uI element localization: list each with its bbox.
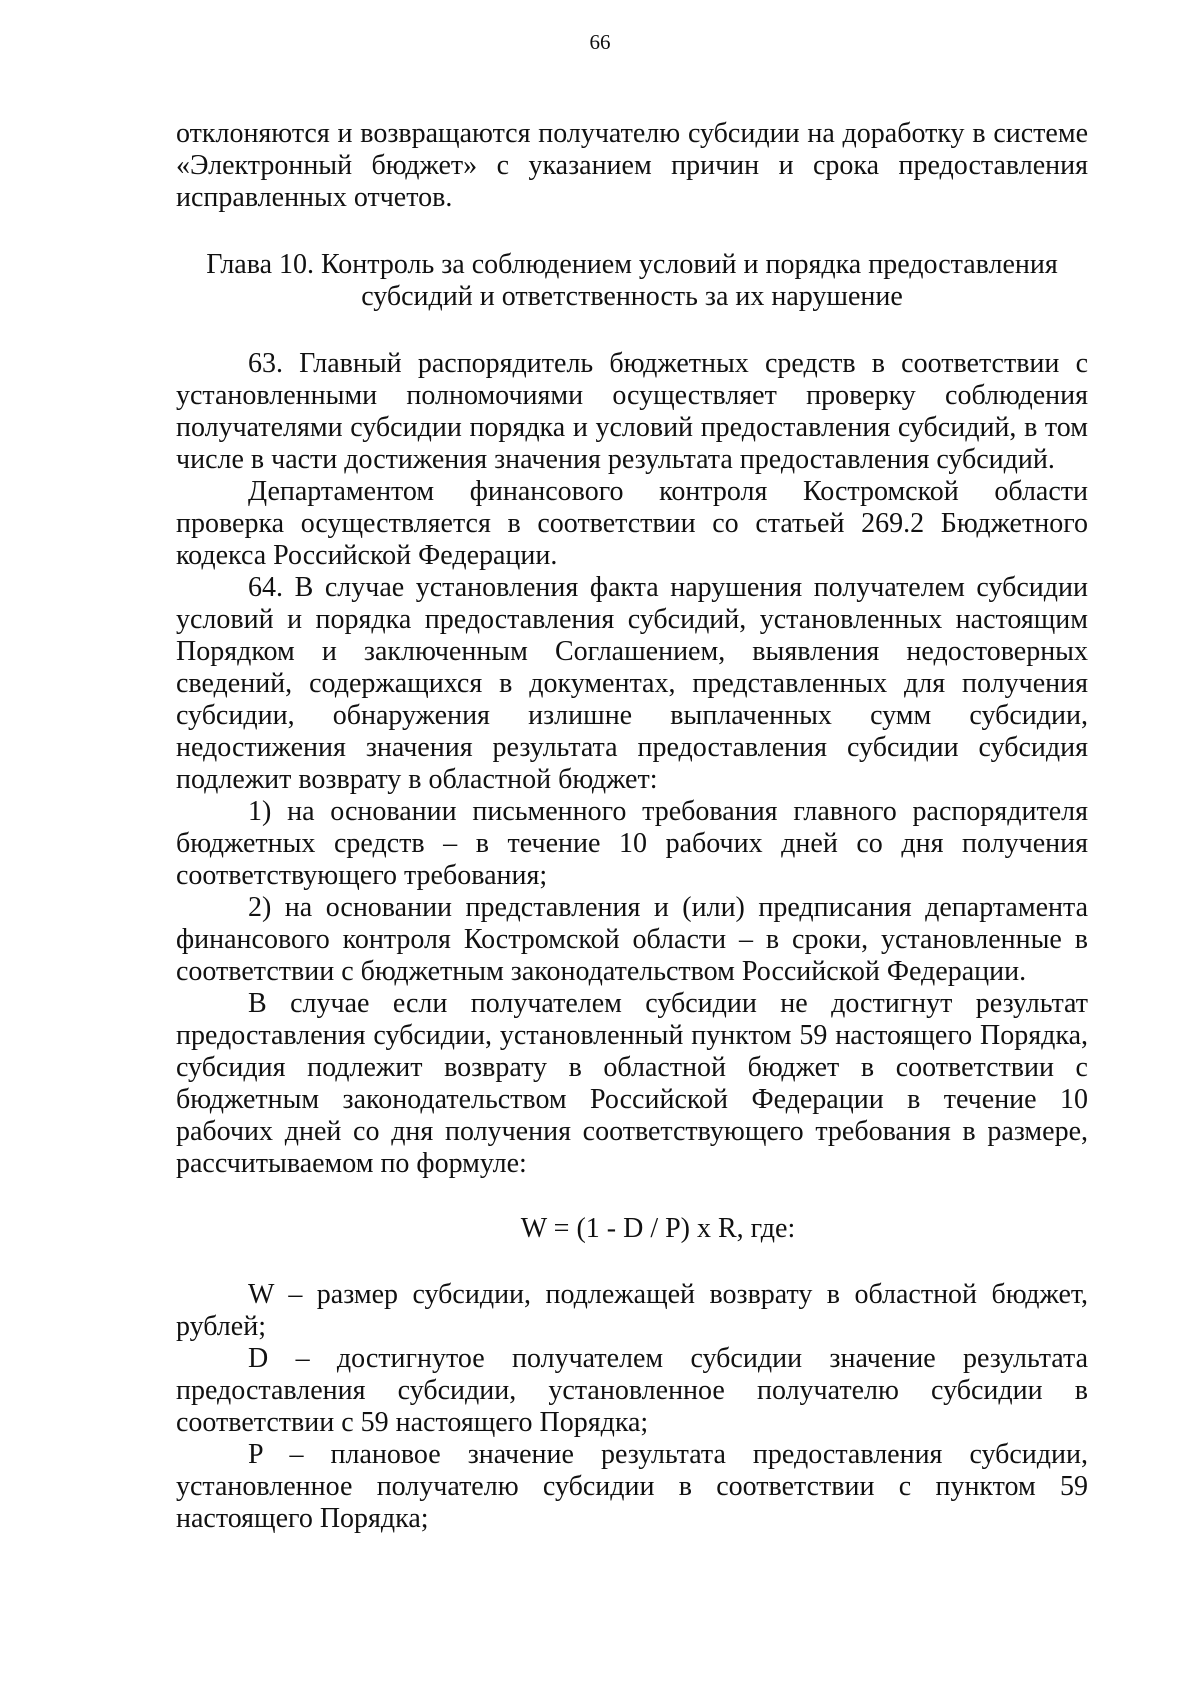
definition-p: P – плановое значение результата предоставления субсидии, установленное получателю субсидии в соответствии с пунктом 59 настоящего Порядка;	[176, 1439, 1088, 1534]
document-body	[176, 118, 1088, 1535]
refund-formula: W = (1 - D / P) x R, где:	[520, 1213, 796, 1244]
paragraph-64-item-1: 1) на основании письменного требования главного распорядителя бюджетных средств – в течение 10 рабочих дней со дня получения соответствующего требования;	[176, 796, 1088, 891]
paragraph-financial-control: Департаментом финансового контроля Костромской области проверка осуществляется в соответствии со статьей 269.2 Бюджетного кодекса Российской Федерации.	[176, 476, 1088, 571]
paragraph-result-not-achieved: В случае если получателем субсидии не достигнут результат предоставления субсидии, установленный пунктом 59 настоящего Порядка, субсидия подлежит возврату в областной бюджет в соответствии с бюджетным законодательством Российской Федерации в течение 10 рабочих дней со дня получения соответствующего требования в размере, рассчитываемом по формуле:	[176, 988, 1088, 1179]
paragraph-continuation: отклоняются и возвращаются получателю субсидии на доработку в системе «Электронный бюджет» с указанием причин и срока предоставления исправленных отчетов.	[176, 118, 1088, 213]
definition-d: D – достигнутое получателем субсидии значение результата предоставления субсидии, установленное получателю субсидии в соответствии с 59 настоящего Порядка;	[176, 1343, 1088, 1438]
definition-w: W – размер субсидии, подлежащей возврату в областной бюджет, рублей;	[176, 1279, 1088, 1342]
page-number: 66	[589, 30, 611, 54]
paragraph-64: 64. В случае установления факта нарушения получателем субсидии условий и порядка предоставления субсидий, установленных настоящим Порядком и заключенным Соглашением, выявления недостоверных сведений, содержащихся в документах, представленных для получения субсидии, обнаружения излишне выплаченных сумм субсидии, недостижения значения результата предоставления субсидии субсидия подлежит возврату в областной бюджет:	[176, 572, 1088, 795]
paragraph-63: 63. Главный распорядитель бюджетных средств в соответствии с установленными полномочиями осуществляет проверку соблюдения получателями субсидии порядка и условий предоставления субсидий, в том числе в части достижения значения результата предоставления субсидий.	[176, 348, 1088, 475]
chapter-heading-line-2: субсидий и ответственность за их нарушение	[361, 281, 903, 312]
paragraph-64-item-2: 2) на основании представления и (или) предписания департамента финансового контроля Костромской области – в сроки, установленные в соответствии с бюджетным законодательством Российской Федерации.	[176, 892, 1088, 987]
chapter-heading	[176, 249, 1088, 313]
chapter-heading-line-1: Глава 10. Контроль за соблюдением условий и порядка предоставления	[206, 249, 1058, 280]
